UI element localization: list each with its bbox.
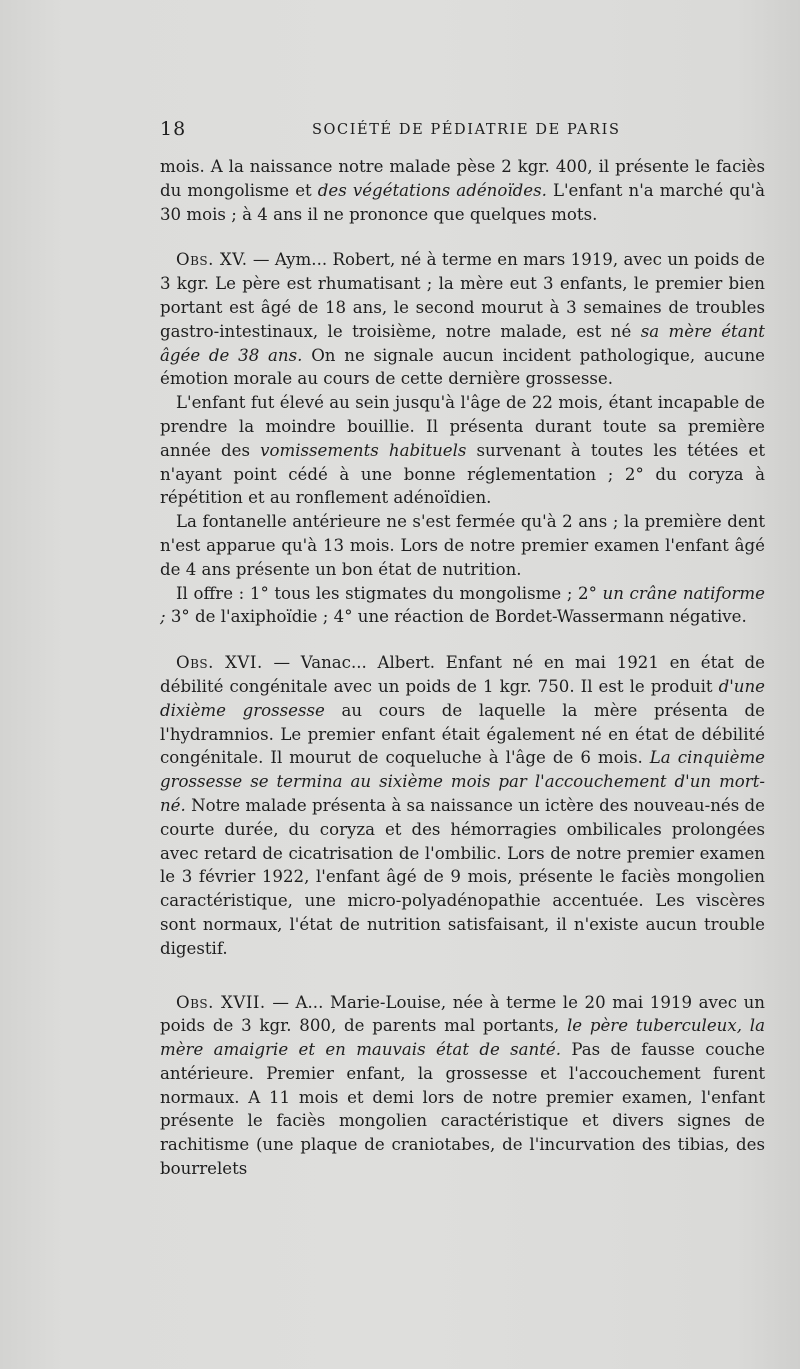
page-number: 18 bbox=[160, 118, 187, 140]
obs-xvii-italic-a: le père tuberculeux, la mère amaigrie et en mauvais état de santé. bbox=[160, 1016, 765, 1060]
obs-xv-p2-text-end: survenant à toutes les tétées et n'ayant point cédé à une bonne réglementation ; 2° du coryza à répétition et au ronflement adénoïdien. bbox=[160, 440, 766, 508]
obs-xv-p4-text-end: 3° de l'axiphoïdie ; 4° une réaction de Bordet-Wassermann négative. bbox=[165, 607, 747, 627]
obs-xv-p2-italic: vomissements habituels bbox=[260, 440, 467, 460]
obs-xv-paragraph-4 bbox=[160, 582, 765, 630]
obs-xvi-italic-b: La cinquième grossesse se termina au sixième mois par l'accouchement d'un mort-né. bbox=[160, 748, 766, 815]
continuation-italic: des végétations adénoïdes. bbox=[317, 180, 547, 200]
body-text bbox=[160, 155, 765, 1181]
obs-xvi-text-c: Notre malade présenta à sa naissance un ictère des nouveau-nés de courte durée, du coryza et des hémorragies ombilicales prolongées avec retard de cicatrisation de l'ombilic. Lors de notre premier examen le 3 février 1922, l'enfant âgé de 9 mois, présente le faciès mongolien caractéristique, une micro-polyadénopathie accentuée. Les viscères sont normaux, l'état de nutrition satisfaisant, il n'existe aucun trouble digestif. bbox=[160, 795, 765, 958]
spacer bbox=[160, 226, 765, 248]
obs-xvii-paragraph bbox=[160, 991, 765, 1181]
spacer bbox=[160, 961, 765, 991]
continuation-paragraph bbox=[160, 155, 765, 226]
continuation-text-end: L'enfant n'a marché qu'à 30 mois ; à 4 ans il ne prononce que quelques mots. bbox=[160, 180, 765, 224]
obs-xv-paragraph-3: La fontanelle antérieure ne s'est fermée qu'à 2 ans ; la première dent n'est apparue qu'à 13 mois. Lors de notre premier examen l'enfant âgé de 4 ans présente un bon état de nutrition. bbox=[160, 512, 765, 579]
obs-xvi-paragraph bbox=[160, 651, 765, 960]
obs-xv-p2-text: L'enfant fut élevé au sein jusqu'à l'âge de 22 mois, étant incapable de prendre la moindre bouillie. Il présenta durant toute sa première année des bbox=[160, 393, 765, 460]
obs-xvii-label: Obs. XVII. bbox=[176, 992, 266, 1012]
obs-xv-p4-text: Il offre : 1° tous les stigmates du mongolisme ; 2° bbox=[176, 583, 603, 603]
obs-xv-label: Obs. XV. bbox=[176, 250, 248, 270]
page-header bbox=[160, 118, 765, 148]
continuation-text: mois. A la naissance notre malade pèse 2 kgr. 400, il présente le faciès du mongolisme et bbox=[160, 157, 765, 200]
obs-xvi-italic-a: d'une dixième grossesse bbox=[160, 676, 765, 720]
obs-xvi-label: Obs. XVI. bbox=[176, 653, 263, 673]
obs-xv-text-end: On ne signale aucun incident pathologique, aucune émotion morale au cours de cette dernière grossesse. bbox=[160, 345, 765, 389]
obs-xvii-text-b: Pas de fausse couche antérieure. Premier enfant, la grossesse et l'accouchement furent normaux. A 11 mois et demi lors de notre premier examen, l'enfant présente le faciès mongolien caractéristique et divers signes de rachitisme (une plaque de craniotabes, de l'incurvation des tibias, des bourrelets bbox=[160, 1040, 765, 1179]
obs-xv-paragraph-2 bbox=[160, 391, 765, 510]
obs-xv-italic: sa mère étant âgée de 38 ans. bbox=[160, 321, 765, 365]
obs-xv-text: — Aym... Robert, né à terme en mars 1919, avec un poids de 3 kgr. Le père est rhumatisant ; la mère eut 3 enfants, le premier bien portant est âgé de 18 ans, le second mourut à 3 semaines de troubles gastro-intestinaux, le troisième, notre malade, est né bbox=[160, 250, 765, 341]
obs-xvi-text-b: au cours de laquelle la mère présenta de l'hydramnios. Le premier enfant était également né en état de débilité congénitale. Il mourut de coqueluche à l'âge de 6 mois. bbox=[160, 700, 766, 768]
obs-xvii-text-a: — A... Marie-Louise, née à terme le 20 mai 1919 avec un poids de 3 kgr. 800, de parents mal portants, bbox=[160, 992, 765, 1036]
obs-xvi-text-a: — Vanac... Albert. Enfant né en mai 1921 en état de débilité congénitale avec un poids de 1 kgr. 750. Il est le produit bbox=[160, 653, 765, 696]
spacer bbox=[160, 629, 765, 651]
obs-xv-paragraph-1 bbox=[160, 248, 765, 391]
running-title: SOCIÉTÉ DE PÉDIATRIE DE PARIS bbox=[312, 122, 621, 138]
obs-xv-p4-italic: un crâne natiforme ; bbox=[160, 583, 765, 627]
